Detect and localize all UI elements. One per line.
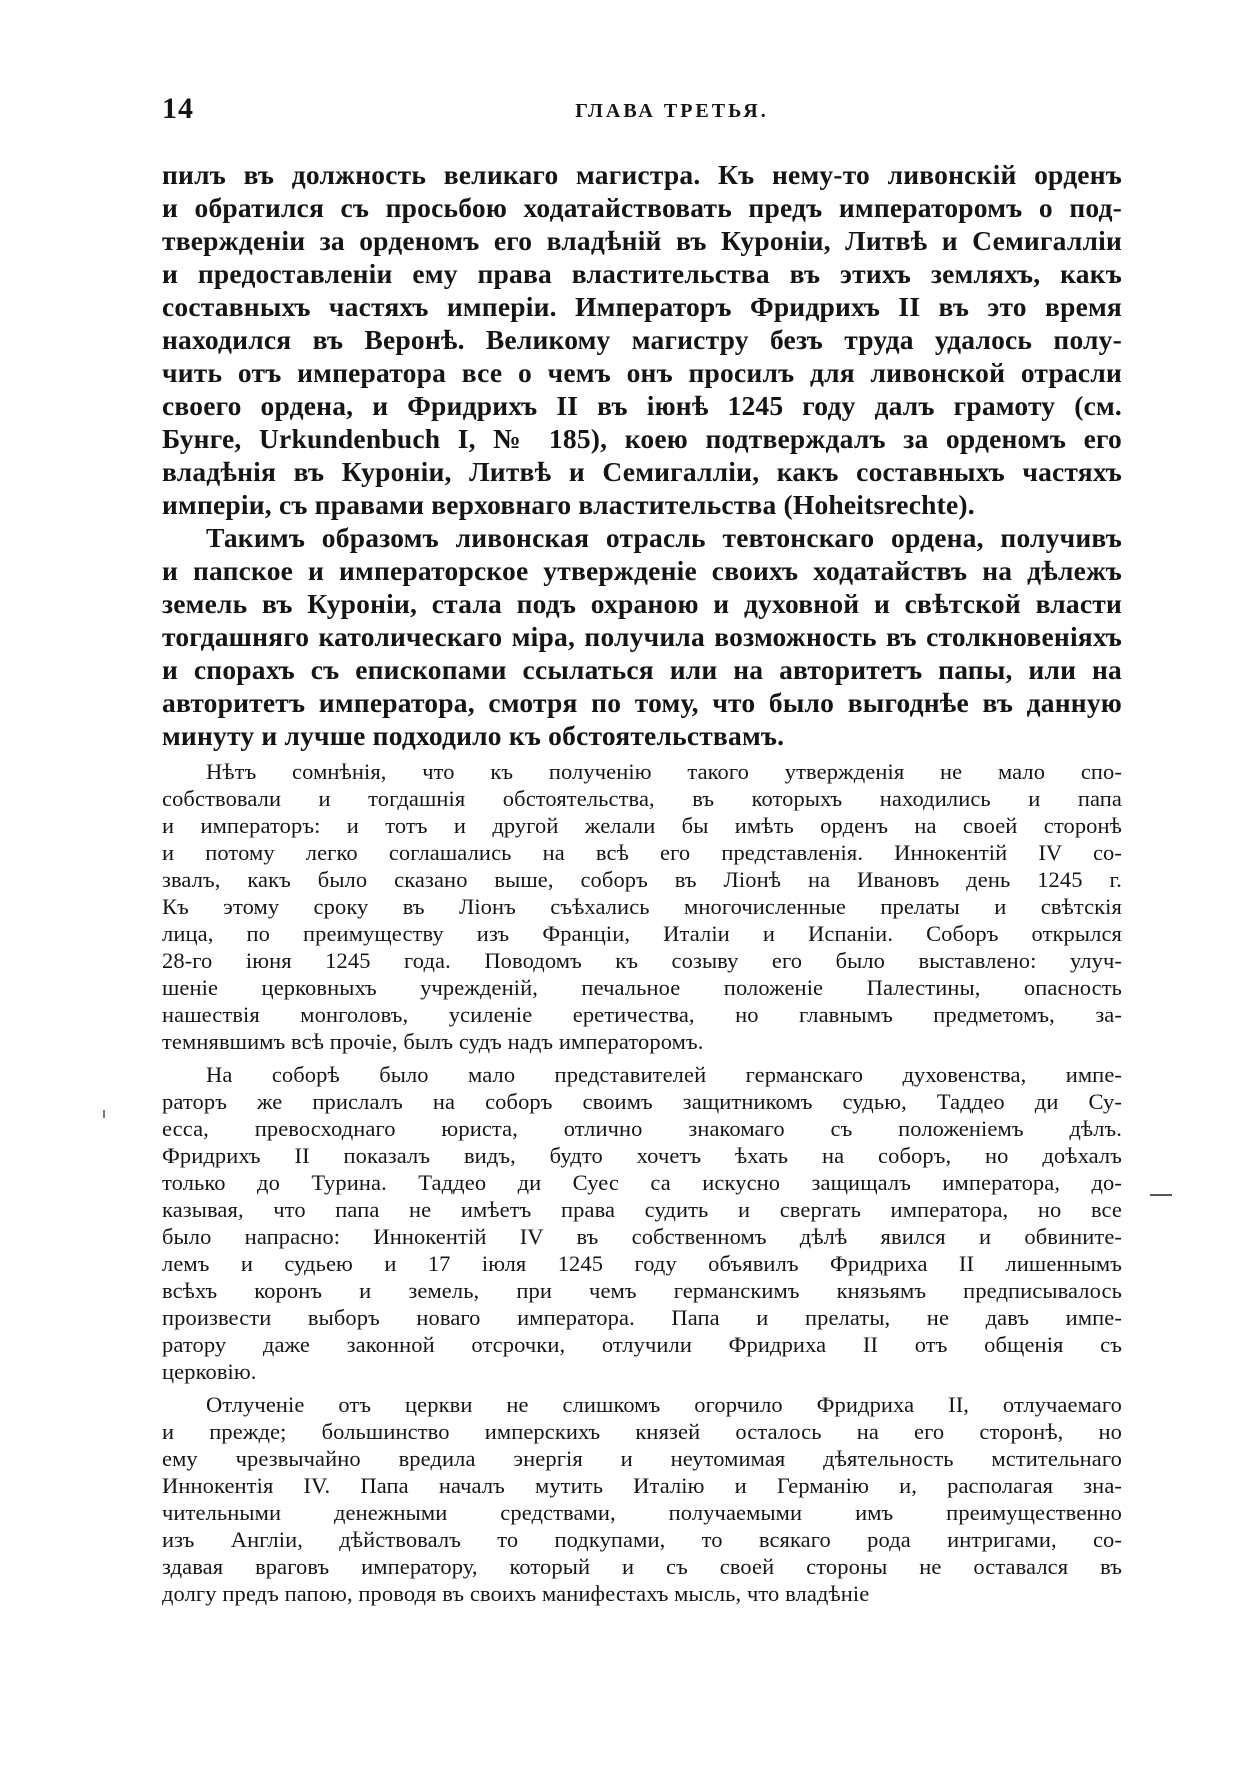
text-line: только до Турина. Таддео ди Суес са искусно защищалъ императора, до-	[162, 1170, 1122, 1195]
text-line: и прежде; большинство имперскихъ князей осталось на его сторонѣ, но	[162, 1419, 1122, 1444]
margin-dot-mark	[103, 1110, 105, 1118]
paragraph	[162, 1391, 1122, 1607]
text-line: твержденіи за орденомъ его владѣній въ Куроніи, Литвѣ и Семигалліи	[162, 225, 1122, 256]
text-line: и потому легко соглашались на всѣ его представленія. Иннокентій IV со-	[162, 840, 1122, 865]
paragraph	[162, 1061, 1122, 1385]
text-line: ратору даже законной отсрочки, отлучили Фридриха II отъ общенія съ	[162, 1332, 1122, 1357]
text-line: здавая враговъ императору, который и съ своей стороны не оставался въ	[162, 1554, 1122, 1579]
paragraph	[162, 158, 1122, 521]
text-line: Такимъ образомъ ливонская отрасль тевтонскаго ордена, получивъ	[206, 522, 1122, 553]
text-line: минуту и лучше подходило къ обстоятельствамъ.	[162, 720, 785, 751]
margin-dash-mark	[1150, 1194, 1172, 1196]
text-line: Нѣтъ сомнѣнія, что къ полученію такого утвержденія не мало спо-	[206, 759, 1122, 784]
running-head: ГЛАВА ТРЕТЬЯ.	[575, 100, 769, 122]
text-line: церковію.	[162, 1359, 257, 1384]
text-line: авторитетъ императора, смотря по тому, что было выгоднѣе въ данную	[162, 687, 1122, 718]
text-line: лемъ и судьею и 17 іюля 1245 году объявилъ Фридриха II лишеннымъ	[162, 1251, 1122, 1276]
text-line: тогдашняго католическаго міра, получила возможность въ столкновеніяхъ	[162, 621, 1122, 652]
body-text	[162, 158, 1122, 1607]
text-line: земель въ Куроніи, стала подъ охраною и духовной и свѣтской власти	[162, 588, 1122, 619]
text-line: лица, по преимуществу изъ Франціи, Италіи и Испаніи. Соборъ открылся	[162, 921, 1122, 946]
text-line: владѣнія въ Куроніи, Литвѣ и Семигалліи, какъ составныхъ частяхъ	[162, 456, 1122, 487]
text-line: и императоръ: и тотъ и другой желали бы имѣть орденъ на своей сторонѣ	[162, 813, 1122, 838]
text-line: звалъ, какъ было сказано выше, соборъ въ Ліонѣ на Ивановъ день 1245 г.	[162, 867, 1122, 892]
text-line: ему чрезвычайно вредила энергія и неутомимая дѣятельность мстительнаго	[162, 1446, 1122, 1471]
text-line: и спорахъ съ епископами ссылаться или на авторитетъ папы, или на	[162, 654, 1122, 685]
text-line: Къ этому сроку въ Ліонъ съѣхались многочисленные прелаты и свѣтскія	[162, 894, 1122, 919]
text-line: собствовали и тогдашнія обстоятельства, въ которыхъ находились и папа	[162, 786, 1122, 811]
text-line: пилъ въ должность великаго магистра. Къ нему-то ливонскій орденъ	[162, 159, 1122, 190]
text-line: нашествія монголовъ, усиленіе еретичества, но главнымъ предметомъ, за-	[162, 1002, 1122, 1027]
paragraph	[162, 758, 1122, 1055]
text-line: имперіи, съ правами верховнаго властительства (Hoheitsrechte).	[162, 489, 975, 520]
text-line: было напрасно: Иннокентій IV въ собственномъ дѣлѣ явился и обвините-	[162, 1224, 1122, 1249]
text-line: произвести выборъ новаго императора. Папа и прелаты, не давъ импе-	[162, 1305, 1122, 1330]
text-line: раторъ же прислалъ на соборъ своимъ защитникомъ судью, Таддео ди Су-	[162, 1089, 1122, 1114]
text-line: Фридрихъ II показалъ видъ, будто хочетъ ѣхать на соборъ, но доѣхалъ	[162, 1143, 1122, 1168]
text-line: и предоставленіи ему права властительства въ этихъ земляхъ, какъ	[162, 258, 1122, 289]
text-line: своего ордена, и Фридрихъ II въ іюнѣ 1245 году далъ грамоту (см.	[162, 390, 1122, 421]
text-line: всѣхъ коронъ и земель, при чемъ германскимъ князьямъ предписывалось	[162, 1278, 1122, 1303]
text-line: находился въ Веронѣ. Великому магистру безъ труда удалось полу-	[162, 324, 1122, 355]
text-line: На соборѣ было мало представителей германскаго духовенства, импе-	[206, 1062, 1122, 1087]
text-line: и обратился съ просьбою ходатайствовать предъ императоромъ о под-	[162, 192, 1122, 223]
text-line: Отлученіе отъ церкви не слишкомъ огорчило Фридриха II, отлучаемаго	[206, 1392, 1122, 1417]
text-line: казывая, что папа не имѣетъ права судить и свергать императора, но все	[162, 1197, 1122, 1222]
text-line: составныхъ частяхъ имперіи. Императоръ Фридрихъ II въ это время	[162, 291, 1122, 322]
page-header	[162, 92, 1122, 132]
text-line: Иннокентія IV. Папа началъ мутить Италію и Германію и, располагая зна-	[162, 1473, 1122, 1498]
text-line: чительными денежными средствами, получаемыми имъ преимущественно	[162, 1500, 1122, 1525]
text-line: шеніе церковныхъ учрежденій, печальное положеніе Палестины, опасность	[162, 975, 1122, 1000]
text-line: есса, превосходнаго юриста, отлично знакомаго съ положеніемъ дѣлъ.	[162, 1116, 1122, 1141]
text-line: 28-го іюня 1245 года. Поводомъ къ созыву его было выставлено: улуч-	[162, 948, 1122, 973]
text-line: Бунге, Urkundenbuch I, № 185), коею подтверждалъ за орденомъ его	[162, 423, 1122, 454]
text-line: темнявшимъ всѣ прочіе, былъ судъ надъ императоромъ.	[162, 1029, 704, 1054]
text-line: изъ Англіи, дѣйствовалъ то подкупами, то всякаго рода интригами, со-	[162, 1527, 1122, 1552]
page-number: 14	[162, 92, 194, 125]
text-line: чить отъ императора все о чемъ онъ просилъ для ливонской отрасли	[162, 357, 1122, 388]
text-line: долгу предъ папою, проводя въ своихъ манифестахъ мысль, что владѣніе	[162, 1581, 870, 1606]
text-line: и папское и императорское утвержденіе своихъ ходатайствъ на дѣлежъ	[162, 555, 1122, 586]
paragraph	[162, 521, 1122, 752]
